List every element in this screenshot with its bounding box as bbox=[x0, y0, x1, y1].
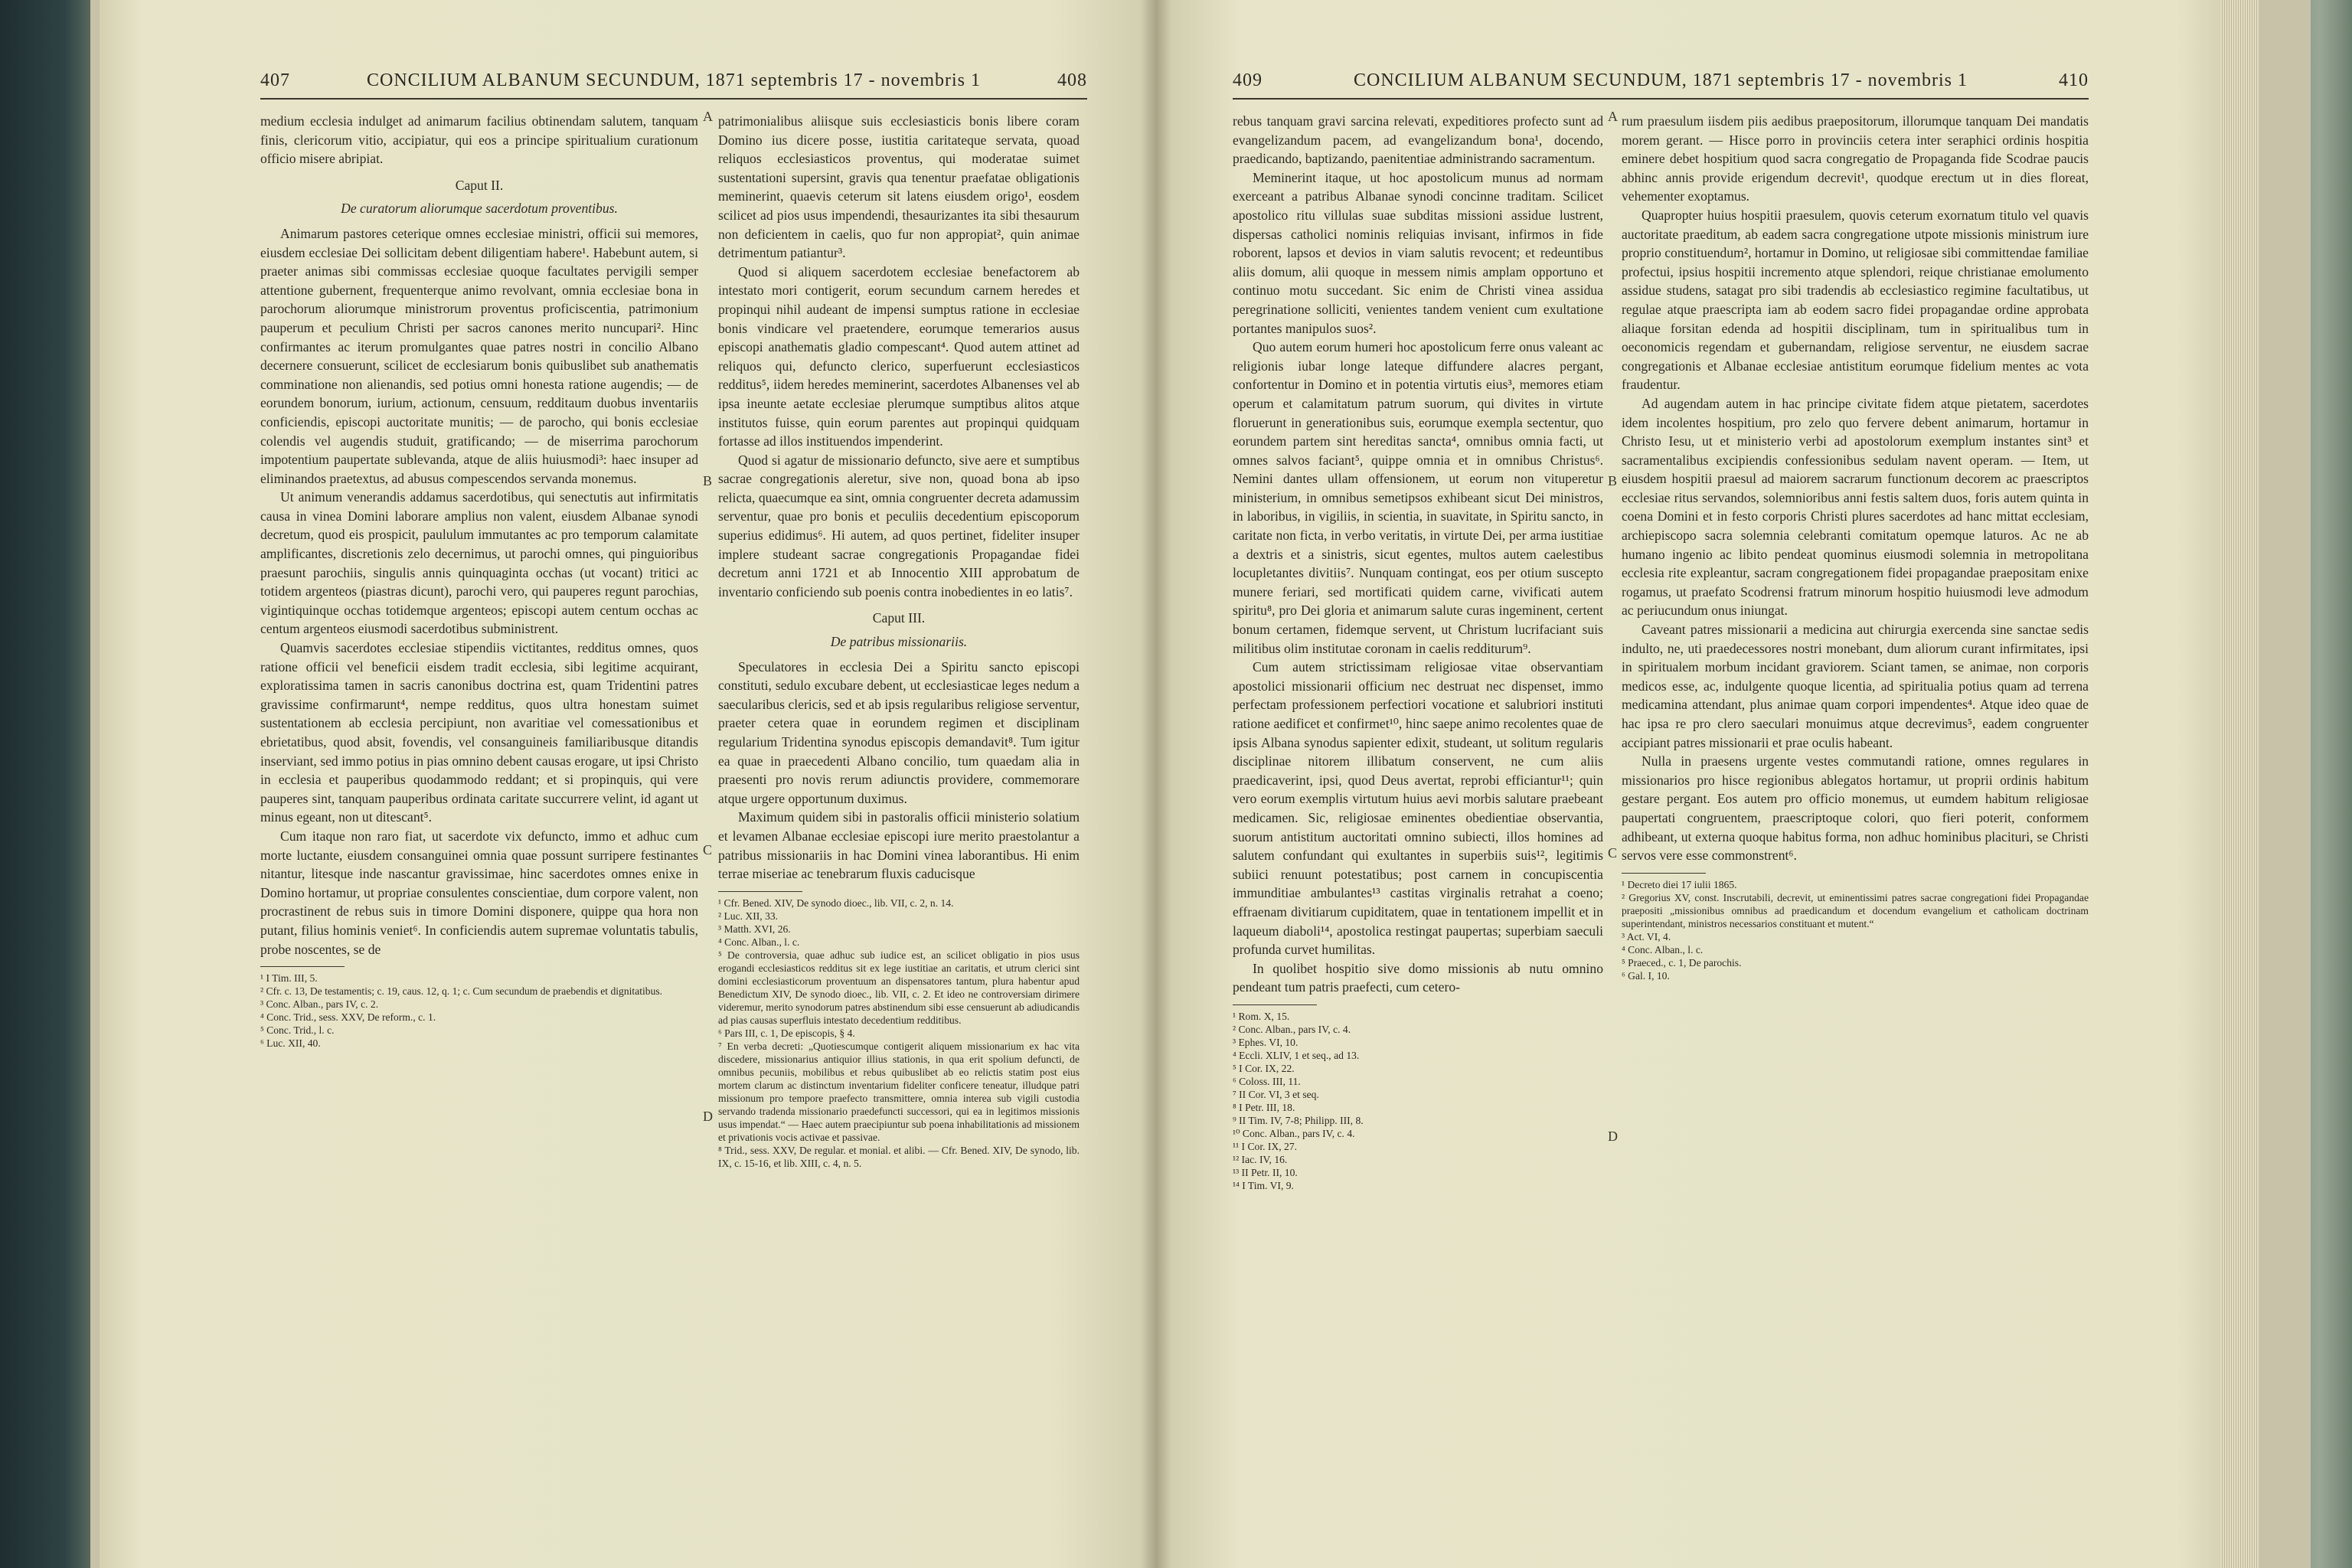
paragraph: Cum itaque non raro fiat, ut sacerdote vix defuncto, immo et adhuc cum morte luctante, eiusdem consanguinei omnia quae possunt surripere festinantes nitantur, litesque inde nascantur gravissimae, hinc sacerdotes omnes enixe in Domino hortamur, ut propriae consulentes conscientiae, dum corpore valent, non procrastinent de rebus suis in timore Domini disponere, quippe qua hora non putant, filius hominis veniet⁶. In conficiendis autem supremae voluntatis tabulis, probe noscentes, se de bbox=[260, 828, 698, 957]
footnote: ⁶ Coloss. III, 11. bbox=[1233, 1075, 1301, 1087]
paragraph: Quod si aliquem sacerdotem ecclesiae benefactorem ab intestato mori contigerit, eorum secundum carnem heredes et propinqui nihil audeant de impensi sumptus ratione in ecclesiae bonis vindicare vel praetendere, eorumque temerarios ausus episcopi anathematis gladio compescant⁴. Quod autem attinet ad reliquos qui, defuncto clerico, superfuerunt ecclesiasticos redditus⁵, iidem heredes meminerint, sacerdotes Albanenses vel ab ipsa ineunte aetate ecclesiae plerumque sumptibus alitos atque institutos fuisse, quin eorum parentes aut propinqui quidquam fortasse ad illos instituendos impenderint. bbox=[718, 263, 1080, 449]
footnote: ⁵ I Cor. IX, 22. bbox=[1233, 1062, 1295, 1074]
chapter-subheading: De patribus missionariis. bbox=[830, 634, 968, 650]
footnote: ² Cfr. c. 13, De testamentis; c. 19, caus. 12, q. 1; c. Cum secundum de praebendis et dignitatibus. bbox=[260, 985, 663, 998]
margin-letter: D bbox=[703, 1109, 713, 1124]
footnote: ⁵ Praeced., c. 1, De parochis. bbox=[1622, 956, 1742, 969]
right-page bbox=[1156, 0, 2220, 1568]
page-number: 407 bbox=[260, 70, 290, 90]
footnote: ⁵ De controversia, quae adhuc sub iudice est, an scilicet obligatio in pios usus erogandi ecclesiasticos redditus sit ex lege iustitiae an caritatis, et utrum clerici sint domini ecclesiasticorum proventuum an dispensatores tantum, plura habentur apud Benedictum XIV, De synodo dioec., lib. VII, c. 2. Et ideo ne controversiam dirimere videremur, merito synodorum patres abstinendum sibi esse censuerunt ab adiudicandis ad pias causas superfluis intestato decedentium redditibus. bbox=[718, 949, 1080, 1026]
chapter-heading: Caput II. bbox=[455, 177, 504, 193]
running-title: CONCILIUM ALBANUM SECUNDUM, 1871 septembris 17 - novembris 1 bbox=[1354, 70, 1968, 90]
chapter-subheading: De curatorum aliorumque sacerdotum proventibus. bbox=[341, 201, 618, 217]
paragraph: rebus tanquam gravi sarcina relevati, expeditiores profecto sunt ad evangelizandum pacem, ad evangelizandum bona¹, docendo, praedicando, baptizando, paenitentiae administrando sacramentum. bbox=[1233, 113, 1603, 167]
paragraph: Ut animum venerandis addamus sacerdotibus, qui senectutis aut infirmitatis causa in vinea Domini laborare amplius non valent, eiusdem Albanae synodi decretum, quod eis prospicit, paululum immutantes ac pro temporum calamitate amplificantes, discretionis zelo decernimus, ut parochi omnes, qui pinguioribus praesunt parochiis, singulis annis quinquaginta occhas (ut vocant) tritici ac totidem argenteos (piastras dicunt), parochi vero, qui pauperes regunt parochias, vigintiquinque occhas totidemque argenteos; episcopi autem centum occhas ac centum argenteos eiusmodi sacerdotibus subministrent. bbox=[260, 489, 698, 637]
footnote: ³ Ephes. VI, 10. bbox=[1233, 1036, 1298, 1048]
footnote: ¹⁴ I Tim. VI, 9. bbox=[1233, 1179, 1294, 1191]
column-right-a bbox=[1233, 112, 1603, 1192]
margin-letter: C bbox=[703, 842, 713, 858]
paragraph: rum praesulum iisdem piis aedibus praepositorum, illorumque tanquam Dei mandatis morem gerant. — Hisce porro in provinciis cetera inter seraphici ordinis hospitia eminere debet hospitium quod sacra congregatio de Propaganda fide Scodrae paucis abhinc annis provide erigendum decrevit¹, quodque erectum ut in dies floreat, vehementer exoptamus. bbox=[1622, 113, 2089, 204]
footnote: ⁴ Conc. Alban., l. c. bbox=[718, 936, 800, 948]
running-title: CONCILIUM ALBANUM SECUNDUM, 1871 septembris 17 - novembris 1 bbox=[367, 70, 981, 90]
margin-letter: A bbox=[703, 109, 713, 124]
paragraph: Animarum pastores ceterique omnes ecclesiae ministri, officii sui memores, eiusdem ecclesiae Dei sollicitam debent diligentiam habere¹. Habebunt autem, si praeter animas sibi commissas ecclesiae quoque facultates pervigili semper attentione gubernent, frequenterque animo revolvant, omnia ecclesiae bona in parochorum aliorumque ministrorum proventus proficiscentia, patrimonium pauperum et peculium Christi per sacros canones merito nuncupari². Hinc confirmantes ac iterum promulgantes quae patres nostri in concilio Albano decernere consuerunt, scilicet de ecclesiarum bonis quibuslibet sub anathematis comminatione non alienandis, sed potius omni honesta ratione augendis; — de eorundem bonorum, iurium, actionum, censuum, redditaum duobus inventariis conficiendis, episcopi auctoritate munitis; — de parocho, qui bonis ecclesiae colendis vel augendis studuit, gratificando; — de miserrima parochorum impotentium paupertate sublevanda, atque de aliis huiusmodi³: haec insuper ad eliminandos praetextus, ad abusus compescendos servanda monemus. bbox=[260, 225, 698, 486]
footnote: ¹² Iac. IV, 16. bbox=[1233, 1153, 1288, 1165]
running-head-left bbox=[260, 70, 1087, 101]
paragraph: Quod si agatur de missionario defuncto, sive aere et sumptibus sacrae congregationis aleretur, sive non, quoad bona ab ipso relicta, quaecumque ea sint, omnia congruenter decreta adamussim serventur, quae pro bonis et peculiis decedentium episcoporum superius edidimus⁶. Hi autem, ad quos pertinet, fideliter insuper implere studeant sacrae congregationis Propagandae fidei decretum anni 1721 et ab Innocentio XIII approbatum de inventario conficiendo sub poenis contra inobedientes in eo latis⁷. bbox=[718, 452, 1080, 599]
footnote: ⁷ II Cor. VI, 3 et seq. bbox=[1233, 1088, 1319, 1100]
footnote: ² Conc. Alban., pars IV, c. 4. bbox=[1233, 1023, 1351, 1035]
footnote: ⁷ En verba decreti: „Quotiescumque contigerit aliquem missionarium ex hac vita discedere, missionarius antiquior illius stationis, in qua erit spolium defuncti, de omnibus pecuniis, mobilibus et rebus quibuslibet ab eo relictis statim post eius mortem clarum ac distinctum inventarium fideliter conficere teneatur, illudque patri missionum pro tempore praefecto transmittere, omnia interea sub vigili custodia servando tradenda missionario praedefuncti successori, qui ea in legitimos missionis usus impendat.“ — Haec autem praecipiuntur sub poena inhabilitationis ad missionem et privationis vocis activae et passivae. bbox=[718, 1040, 1080, 1143]
footnote: ¹⁰ Conc. Alban., pars IV, c. 4. bbox=[1233, 1127, 1355, 1139]
column-right-b bbox=[1622, 112, 2089, 982]
footnote: ³ Act. VI, 4. bbox=[1622, 930, 1671, 942]
paragraph: Ad augendam autem in hac principe civitate fidem atque pietatem, sacerdotes idem incolentes hospitium, pro zelo quo fervere debent animarum, hortamur in Christo Iesu, ut et ministerio verbi ad apostolorum exemplum instantes sint³ et sacramentalibus excipiendis confessionibus sedulam navent operam. — Item, ut eiusdem hospitii praesul ad maiorem sacrarum functionum decorem ac praescriptos ecclesiae ritus servandos, solemnioribus anni festis saltem duos, foris autem quinta in coena Domini et in festo corporis Christi plures sacerdotes ad hanc mittat ecclesiam, archiepiscopo sacra solemnia celebranti comitatum opemque laturos. Ac ne ab humano ingenio ac libito pendeat quominus eiusmodi solemnia in metropolitana ecclesia rite expleantur, sacram congregationem fidei propagandae praepositam enixe rogamus, ut praefato Scodrensi fratrum minorum hospitio huiusmodi leve admodum ac periucundum onus iniungat. bbox=[1622, 395, 2089, 619]
paragraph: Quo autem eorum humeri hoc apostolicum ferre onus valeant ac religionis iubar longe lateque diffundere alacres pergant, confortentur in Domino et in potentia virtutis eius³, memores etiam operum et calamitatum patrum suorum, qui divites in virtute floruerunt in generationibus suis, eorumque exempla sectentur, quo eorundem partem sint hereditas sancta⁴, omnibus omnia facti, ut omnes salvos faciant⁵, quippe omnia et in omnibus Christus⁶. Nemini dantes ullam offensionem, ut eorum non vituperetur ministerium, in omnibus semetipsos exhibeant sicut Dei ministros, in laboribus, in vigiliis, in scientia, in suavitate, in Spiritu sancto, in caritate non ficta, in verbo veritatis, in virtute Dei, per arma iustitiae a dextris et a sinistris, sicut egentes, multos autem caelestibus locupletantes divitiis⁷. Nunquam contingat, eos per otium suscepto munere feriari, sed mortificati quidem carne, vivificati autem spiritu⁸, pro Dei gloria et animarum salute curas ingeminent, certent bonum certamen, fidemque servent, ut Christum lucrifaciant suis militibus olim institutae coronam in caelis redditurum⁹. bbox=[1233, 339, 1603, 656]
footnotes bbox=[260, 972, 698, 1050]
footnote: ¹¹ I Cor. IX, 27. bbox=[1233, 1140, 1298, 1152]
margin-letter: B bbox=[703, 473, 713, 488]
left-page bbox=[100, 0, 1156, 1568]
footnote: ¹ Rom. X, 15. bbox=[1233, 1010, 1290, 1022]
footnote: ¹³ II Petr. II, 10. bbox=[1233, 1166, 1298, 1178]
footnote-rule bbox=[1622, 873, 1706, 874]
paragraph: Caveant patres missionarii a medicina aut chirurgia exercenda sine sanctae sedis indulto, ne, uti praedecessores nostri monebant, dum aliorum curant infirmitates, ipsi in spiritualem morbum incidant graviorem. Sciant tamen, se animae, non corporis medicos esse, ac, indulgente quoque licentia, ad spiritualia potius quam ad terrena medicamina attendant, plus animae quam corpori impendentes⁴. Atque ideo quae de hac ipsa re pro clero saeculari monuimus atque decrevimus⁵, eadem congruenter accipiant patres missionarii et prae oculis habeant. bbox=[1622, 622, 2089, 750]
paragraph: patrimonialibus aliisque suis ecclesiasticis bonis libere coram Domino ius dicere posse, iustitia caritateque servata, quoad reliquos ecclesiasticos proventus, qui moderatae suimet sustentationi supersint, gravis qua tenentur praefatae obligationis meminerint, quaevis ceterum sit latens eiusdem origo¹, eosdem scilicet ad pios usus impendendi, thesaurizantes ita sibi thesaurum non deficientem in caelis, quo fur non appropiat², quin animae detrimentum patiantur³. bbox=[718, 113, 1080, 261]
margin-letter: C bbox=[1608, 845, 1618, 861]
running-head-right bbox=[1233, 70, 2089, 101]
footnote: ⁶ Luc. XII, 40. bbox=[260, 1037, 321, 1050]
footnote: ⁵ Conc. Trid., l. c. bbox=[260, 1024, 335, 1037]
page-edges bbox=[2220, 0, 2259, 1568]
footnote: ¹ I Tim. III, 5. bbox=[260, 972, 318, 985]
footnote: ³ Conc. Alban., pars IV, c. 2. bbox=[260, 998, 379, 1011]
header-rule bbox=[1233, 98, 2089, 100]
page-number: 409 bbox=[1233, 70, 1263, 90]
footnote: ¹ Decreto diei 17 iulii 1865. bbox=[1622, 878, 1737, 890]
paragraph: medium ecclesia indulget ad animarum facilius obtinendam salutem, tanquam finis, clericorum vitio, accipiatur, qui eos a principe spiritualium curationum officio misere abripiat. bbox=[260, 113, 698, 167]
chapter-heading: Caput III. bbox=[872, 610, 926, 626]
footnote-rule bbox=[260, 966, 345, 967]
footnotes bbox=[718, 897, 1080, 1170]
footnote: ² Luc. XII, 33. bbox=[718, 910, 779, 922]
background-cloth-left bbox=[0, 0, 92, 1568]
footnote: ² Gregorius XV, const. Inscrutabili, decrevit, ut eminentissimi patres sacrae congregationi fidei Propagandae praepositi „missionibus omnibus ad praedicandum et docendum evangelium et catholicam doctrinam superintendant, ministros necessarios constituant et mutent.“ bbox=[1622, 891, 2089, 929]
paragraph: Nulla in praesens urgente vestes commutandi ratione, omnes regulares in missionarios pro hisce regionibus ablegatos hortamur, ut proprii ordinis habitum gestare pergant. Eos autem pro officio monemus, ut eumdem habitum religiosae paupertati congruentem, praescriptoque colori, quo fieri poterit, conformem adhibeant, ut externa quoque habitus forma, non adhuc hominibus placituri, se Christi servos vere esse commonstrent⁶. bbox=[1622, 753, 2089, 864]
footnote: ⁸ Trid., sess. XXV, De regular. et monial. et alibi. — Cfr. Bened. XIV, De synodo, lib. IX, c. 15-16, et lib. XIII, c. 4, n. 5. bbox=[718, 1144, 1080, 1169]
footnote: ⁹ II Tim. IV, 7-8; Philipp. III, 8. bbox=[1233, 1114, 1364, 1126]
paragraph: Quamvis sacerdotes ecclesiae stipendiis victitantes, redditus omnes, quos ratione officii vel beneficii eisdem tradit ecclesia, sibi legitime acquirant, exploratissima tamen in sacris canonibus doctrina est, quam Tridentini patres gravissime confirmarunt⁴, nempe redditus, quos ultra honestam suimet sustentationem ab ecclesia percipiunt, non avaritiae vel comessationibus et ebrietatibus, quod absit, fovendis, vel consanguineis familiaribusque ditandis inserviant, sed immo potius in pias omnino debent causas erogare, ut ipsi Christo in ecclesia et pauperibus quodammodo reddant; et si propinquis, qui vere pauperes sint, tanquam pauperibus ordinata caritate succurrere velint, id agant ut minus egeant, non ut ditescant⁵. bbox=[260, 640, 698, 825]
column-left-b bbox=[718, 112, 1080, 1170]
book-gutter bbox=[1141, 0, 1171, 1568]
footnote: ¹ Cfr. Bened. XIV, De synodo dioec., lib. VII, c. 2, n. 14. bbox=[718, 897, 954, 909]
paragraph: Maximum quidem sibi in pastoralis officii ministerio solatium et levamen Albanae ecclesiae episcopi iure merito praestolantur a patribus missionariis in hac Domini vinea laborantibus. Hi enim terrae miseriae ac tenebrarum fluxis caducisque bbox=[718, 809, 1080, 882]
page-number: 408 bbox=[1057, 70, 1087, 90]
footnote: ³ Matth. XVI, 26. bbox=[718, 923, 791, 935]
paragraph: Meminerint itaque, ut hoc apostolicum munus ad normam exerceant a patribus Albanae synodi concinne traditam. Scilicet apostolico ritu villulas suae subditas missioni assidue lustrent, dispersas catholici nominis reliquias invisant, infirmos in fide roborent, lapsos et devios in viam salutis revocent; et redeuntibus aliis domum, alii quoque in messem nimis amplam opportuno et continuo motu succedant. Sic enim de Christi vinea assidua peregrinatione solliciti, venientes tandem venient cum exultatione portantes manipulos suos². bbox=[1233, 169, 1603, 336]
paragraph: Speculatores in ecclesia Dei a Spiritu sancto episcopi constituti, sedulo excubare debent, ut ecclesiasticae leges nedum a saecularibus clericis, sed et ab ipsis regularibus religiose serventur, praeter cetera quae in eorundem regimen et disciplinam regularium Tridentina synodus episcopis demandavit⁸. Tum igitur ea quae in praecedenti Albano concilio, tum quaedam alia in praesenti pro novis rerum adiunctis providere, commemorare atque urgere opportunum duximus. bbox=[718, 658, 1080, 806]
footnote: ⁴ Conc. Alban., l. c. bbox=[1622, 943, 1704, 956]
footnote: ⁸ I Petr. III, 18. bbox=[1233, 1101, 1295, 1113]
margin-letter: B bbox=[1608, 473, 1618, 488]
page-number: 410 bbox=[2059, 70, 2089, 90]
paragraph: In quolibet hospitio sive domo missionis ab nutu omnino pendeant tum patris praefecti, cum cetero- bbox=[1233, 960, 1603, 995]
footnote: ⁶ Pars III, c. 1, De episcopis, § 4. bbox=[718, 1027, 855, 1039]
footnote: ⁴ Conc. Trid., sess. XXV, De reform., c. 1. bbox=[260, 1011, 436, 1024]
footnote-rule bbox=[718, 891, 802, 892]
footnotes bbox=[1622, 878, 2089, 982]
footnote-rule bbox=[1233, 1004, 1317, 1005]
footnote: ⁶ Gal. I, 10. bbox=[1622, 969, 1670, 982]
margin-letter: A bbox=[1608, 109, 1618, 124]
paragraph: Quapropter huius hospitii praesulem, quovis ceterum exornatum titulo vel quavis auctoritate praeditum, ab eadem sacra congregatione utpote missionis ministrum iure proprio constituendum², hortamur in Domino, ut religiosae sibi committendae familiae profectui, ipsius hospitii incremento atque splendori, reique christianae emolumento assidue studens, satagat pro sibi tradendis ab ecclesiastico regimine facultatibus, ut regulae atque praescripta iam ab eodem sacro fidei propagandae ordine approbata aliaque forsitan edenda ad hospitii disciplinam, tum in spiritualibus tum in oeconomicis regendam et gubernandam, religiose serventur, ne eiusdem sacrae congregationis et Albanae ecclesiae antistitum eorumque fidelium mentes ac vota fraudentur. bbox=[1622, 207, 2089, 393]
margin-letter: D bbox=[1608, 1129, 1618, 1144]
footnote: ⁴ Eccli. XLIV, 1 et seq., ad 13. bbox=[1233, 1049, 1360, 1061]
column-left-a bbox=[260, 112, 698, 1050]
paragraph: Cum autem strictissimam religiosae vitae observantiam apostolici missionarii officium nec destruat nec dispenset, immo perfectam professionem perfectiori vocatione et salubriori instituti ratione aedificet et confirmet¹⁰, hinc saepe animo recolentes quae de ipsis Albana synodus sapienter edixit, studeant, ut solitum regularis disciplinae nitorem illibatum conservent, ne cum aliis praedicaverint, ipsi, quod Deus avertat, reprobi efficiantur¹¹; quin vero eorum exemplis virtutum huius aevi morbis salutare praebeant medicamen. Sic, religiosae eminentes obedientiae observantia, suorum antistitum auctoritati omnino subiecti, illos homines ad salutem confundant qui exultantes in superbiis suis¹², legitimis subiici renuunt potestatibus; post carnem in concupiscentia immunditiae ambulantes¹³ castitas virginalis retrahat a coeno; effraenam divitiarum cupiditatem, quae in tentationem impellit et in laqueum diaboli¹⁴, apostolica restingat paupertas; superbiam saeculi profunda curvet humilitas. bbox=[1233, 659, 1603, 958]
header-rule bbox=[260, 98, 1087, 100]
footnotes bbox=[1233, 1010, 1603, 1192]
